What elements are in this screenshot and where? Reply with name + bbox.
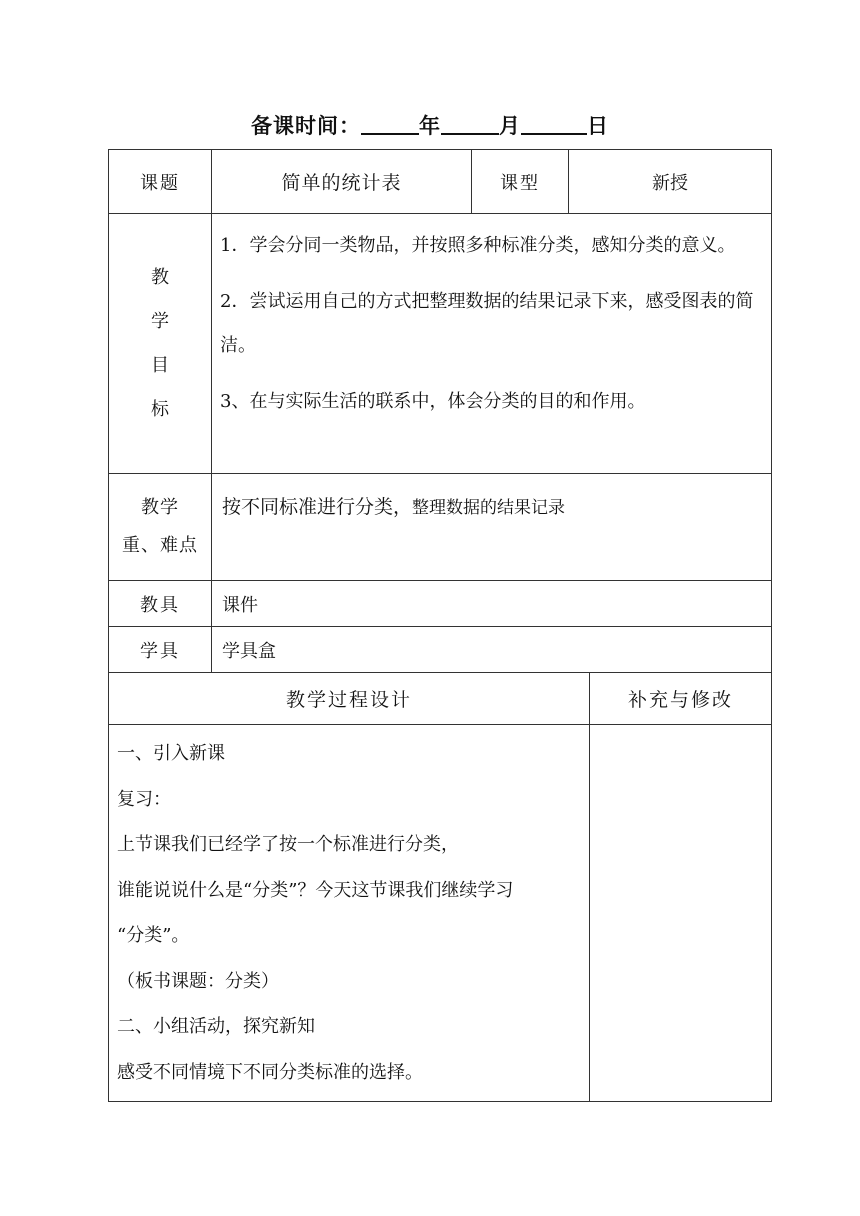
teaching-aids-value: 课件	[212, 581, 772, 627]
process-body-row	[109, 725, 772, 1102]
learning-aids-value: 学具盒	[212, 627, 772, 673]
process-line: “分类”。	[117, 925, 190, 946]
key-points-row	[109, 474, 772, 581]
date-prefix: 备课时间：	[251, 114, 361, 138]
objectives-label-char: 学	[151, 310, 169, 332]
day-blank[interactable]	[521, 113, 587, 135]
objective-item: 1．学会分同一类物品，并按照多种标准分类，感知分类的意义。	[220, 235, 736, 256]
month-label: 月	[499, 114, 521, 138]
objective-item: 3、在与实际生活的联系中，体会分类的目的和作用。	[220, 391, 646, 412]
process-table	[108, 672, 772, 1102]
type-label: 课型	[472, 150, 569, 214]
process-line: 上节课我们已经学了按一个标准进行分类，	[117, 834, 459, 855]
process-line: 二、小组活动，探究新知	[117, 1016, 315, 1037]
objective-item: 2．尝试运用自己的方式把整理数据的结果记录下来，感受图表的简洁。	[220, 291, 754, 356]
month-blank[interactable]	[441, 113, 499, 135]
topic-label: 课题	[109, 150, 212, 214]
topic-value: 简单的统计表	[212, 150, 472, 214]
lesson-info-table	[108, 149, 772, 673]
process-header-row	[109, 673, 772, 725]
objectives-label	[109, 214, 212, 474]
teaching-aids-row	[109, 581, 772, 627]
objectives-label-char: 标	[151, 398, 169, 420]
key-points-part2: 整理数据的结果记录	[412, 498, 566, 518]
key-points-label	[109, 474, 212, 581]
learning-aids-label: 学具	[109, 627, 212, 673]
day-label: 日	[587, 114, 609, 138]
process-line: 一、引入新课	[117, 743, 225, 764]
objectives-label-char: 教	[151, 266, 169, 288]
objectives-row	[109, 214, 772, 474]
process-content	[109, 725, 590, 1102]
lesson-date-header	[0, 110, 860, 140]
year-label: 年	[419, 114, 441, 138]
teaching-aids-label: 教具	[109, 581, 212, 627]
process-header: 教学过程设计	[109, 673, 590, 725]
year-blank[interactable]	[361, 113, 419, 135]
key-points-value	[212, 474, 772, 581]
process-line: 感受不同情境下不同分类标准的选择。	[117, 1061, 423, 1083]
objectives-content	[212, 214, 772, 474]
objectives-label-char: 目	[151, 354, 169, 376]
type-value: 新授	[569, 150, 772, 214]
key-points-label-line: 重、难点	[122, 535, 198, 556]
key-points-label-line: 教学	[141, 497, 179, 518]
notes-cell[interactable]	[590, 725, 772, 1102]
topic-row	[109, 150, 772, 214]
process-line: 复习：	[117, 788, 171, 810]
process-line: （板书课题：分类）	[117, 970, 279, 992]
learning-aids-row	[109, 627, 772, 673]
notes-header: 补充与修改	[590, 673, 772, 725]
key-points-part1: 按不同标准进行分类，	[222, 496, 413, 518]
process-line: 谁能说说什么是“分类”？今天这节课我们继续学习	[117, 879, 514, 901]
